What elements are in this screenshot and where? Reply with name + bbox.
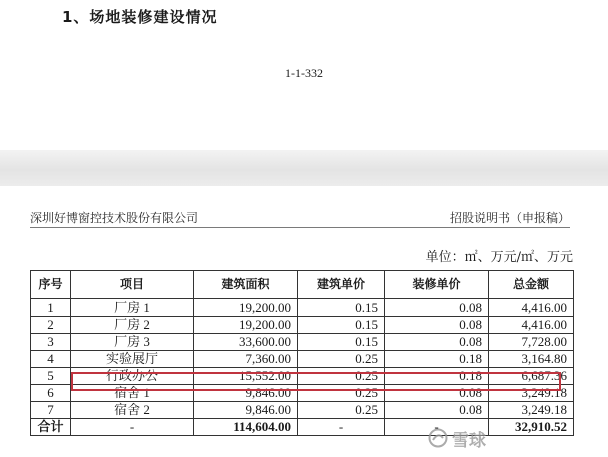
cell-total-amount: 32,910.52 — [489, 419, 574, 436]
cell-total-amount: 3,249.18 — [489, 385, 574, 402]
cell-item: 厂房 3 — [71, 334, 194, 351]
page-separator — [0, 150, 608, 186]
cell-total-amount: 6,687.36 — [489, 368, 574, 385]
cell-index: 2 — [31, 317, 71, 334]
cell-index: 3 — [31, 334, 71, 351]
page-number: 1-1-332 — [285, 66, 323, 80]
cell-total-label: 合计 — [31, 419, 71, 436]
cell-floor-area: 9,846.00 — [194, 385, 298, 402]
table-row — [31, 299, 574, 317]
cell-item: 宿舍 1 — [71, 385, 194, 402]
cell-index: 1 — [31, 299, 71, 317]
cell-floor-area: 15,552.00 — [194, 368, 298, 385]
cell-floor-area: 114,604.00 — [194, 419, 298, 436]
cell-item: 行政办公 — [71, 368, 194, 385]
document-title: 招股说明书（申报稿） — [449, 211, 570, 225]
cell-floor-area: 7,360.00 — [194, 351, 298, 368]
header-building-unit-price: 建筑单价 — [298, 271, 385, 299]
cell-renovation-unit-price: 0.18 — [385, 368, 489, 385]
renovation-cost-table — [30, 270, 574, 436]
cell-floor-area: 33,600.00 — [194, 334, 298, 351]
table-row — [31, 317, 574, 334]
cell-total-amount: 7,728.00 — [489, 334, 574, 351]
cell-renovation-unit-price: 0.08 — [385, 402, 489, 419]
table-row — [31, 385, 574, 402]
cell-renovation-unit-price: 0.08 — [385, 385, 489, 402]
cell-floor-area: 19,200.00 — [194, 299, 298, 317]
cell-item: 厂房 2 — [71, 317, 194, 334]
cell-building-unit-price: 0.25 — [298, 385, 385, 402]
table-header-row — [31, 271, 574, 299]
unit-note: 单位：㎡、万元/㎡、万元 — [425, 250, 573, 265]
header-item: 项目 — [71, 271, 194, 299]
cell-floor-area: 9,846.00 — [194, 402, 298, 419]
cell-renovation-unit-price: 0.18 — [385, 351, 489, 368]
cell-renovation-unit-price: 0.08 — [385, 299, 489, 317]
cell-total-amount: 4,416.00 — [489, 317, 574, 334]
cell-building-unit-price: 0.15 — [298, 299, 385, 317]
header-total-amount: 总金额 — [489, 271, 574, 299]
cell-building-unit-price: 0.25 — [298, 402, 385, 419]
cell-item: 宿舍 2 — [71, 402, 194, 419]
header-floor-area: 建筑面积 — [194, 271, 298, 299]
cell-building-unit-price: - — [298, 419, 385, 436]
cell-item: 厂房 1 — [71, 299, 194, 317]
cell-item: - — [71, 419, 194, 436]
table-row-highlighted — [31, 368, 574, 385]
cell-renovation-unit-price: 0.08 — [385, 317, 489, 334]
cell-index: 5 — [31, 368, 71, 385]
company-name: 深圳好博窗控技术股份有限公司 — [30, 211, 199, 225]
cell-building-unit-price: 0.25 — [298, 351, 385, 368]
header-renovation-unit-price: 装修单价 — [385, 271, 489, 299]
current-page — [0, 186, 608, 457]
watermark — [428, 427, 486, 449]
section-heading: 1、场地装修建设情况 — [62, 8, 218, 26]
snowball-logo-icon — [428, 428, 448, 448]
header-index: 序号 — [31, 271, 71, 299]
cell-renovation-unit-price: 0.08 — [385, 334, 489, 351]
cell-total-amount: 3,249.18 — [489, 402, 574, 419]
cell-building-unit-price: 0.15 — [298, 334, 385, 351]
table-row — [31, 334, 574, 351]
cell-total-amount: 3,164.80 — [489, 351, 574, 368]
table-row — [31, 351, 574, 368]
cell-item: 实验展厅 — [71, 351, 194, 368]
cell-index: 4 — [31, 351, 71, 368]
cell-index: 7 — [31, 402, 71, 419]
header-rule — [30, 227, 570, 228]
cell-building-unit-price: 0.25 — [298, 368, 385, 385]
cell-floor-area: 19,200.00 — [194, 317, 298, 334]
table-total-row — [31, 419, 574, 436]
watermark-text: 雪球 — [452, 430, 486, 451]
previous-page — [0, 0, 608, 150]
cell-total-amount: 4,416.00 — [489, 299, 574, 317]
cell-renovation-unit-price: - — [385, 419, 489, 436]
cell-index: 6 — [31, 385, 71, 402]
cell-building-unit-price: 0.15 — [298, 317, 385, 334]
table-row — [31, 402, 574, 419]
